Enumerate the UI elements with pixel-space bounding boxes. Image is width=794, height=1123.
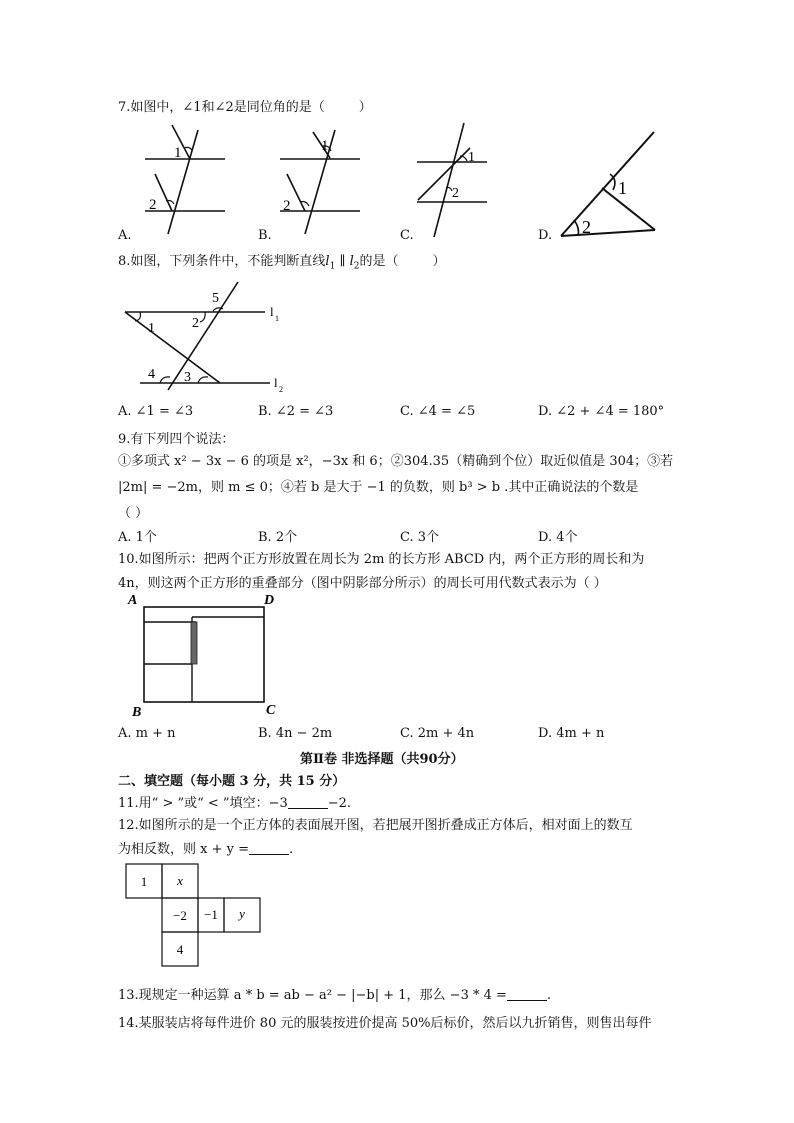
- svg-text:3: 3: [184, 370, 191, 385]
- svg-text:y: y: [239, 906, 245, 921]
- svg-text:5: 5: [212, 291, 219, 306]
- q11-text: 11.用“ > ”或“ < ”填空：−3 −2.: [118, 796, 352, 811]
- q13-text: 13.现规定一种运算 a * b = ab − a² − |−b| + 1，那么 −3 * 4 = .: [118, 988, 552, 1003]
- svg-text:4: 4: [148, 367, 155, 382]
- q11-answer-blank[interactable]: [288, 796, 328, 809]
- svg-text:D: D: [264, 593, 275, 608]
- q7-option-c[interactable]: C.: [400, 228, 414, 243]
- svg-text:B: B: [132, 705, 142, 720]
- q7-figure-a: [140, 122, 250, 232]
- q9-option-b[interactable]: B. 2个: [258, 530, 298, 545]
- q8-figure: [120, 280, 300, 400]
- q10-line1: 10.如图所示：把两个正方形放置在周长为 2m 的长方形 ABCD 内，两个正方形的周长和为: [118, 552, 645, 567]
- svg-text:2: 2: [582, 217, 591, 237]
- svg-text:1: 1: [275, 314, 279, 323]
- fill-in-title: 二、填空题（每小题 3 分，共 15 分）: [118, 774, 346, 789]
- q9-line1: ①多项式 x² − 3x − 6 的项是 x²，−3x 和 6；②304.35（精确到个位）取近似值是 304；③若: [118, 454, 674, 469]
- svg-text:1: 1: [321, 138, 329, 154]
- svg-text:1: 1: [174, 145, 182, 161]
- q10-line2: 4n，则这两个正方形的重叠部分（图中阴影部分所示）的周长可用代数式表示为（ ）: [118, 576, 607, 591]
- q7-option-b[interactable]: B.: [258, 228, 272, 243]
- q7-stem: 7.如图中，∠1和∠2是同位角的是（ ）: [118, 100, 372, 115]
- svg-text:1: 1: [140, 874, 148, 889]
- q12-answer-blank[interactable]: [249, 842, 289, 855]
- svg-text:−1: −1: [204, 907, 218, 922]
- svg-text:−2: −2: [173, 908, 187, 923]
- svg-text:l: l: [270, 304, 274, 319]
- svg-text:4: 4: [176, 942, 184, 957]
- svg-text:2: 2: [283, 198, 291, 214]
- svg-text:1: 1: [148, 321, 155, 336]
- q8-option-d[interactable]: D. ∠2 + ∠4 = 180°: [538, 404, 665, 419]
- q9-line2: |2m| = −2m，则 m ≤ 0；④若 b 是大于 −1 的负数，则 b³ > b .其中正确说法的个数是: [118, 480, 639, 495]
- q8-option-a[interactable]: A. ∠1 = ∠3: [118, 404, 194, 419]
- svg-text:A: A: [128, 593, 138, 608]
- q7-option-d[interactable]: D.: [538, 228, 553, 243]
- q9-line3: （ ）: [118, 506, 149, 521]
- q9-stem: 9.有下列四个说法：: [118, 432, 235, 447]
- svg-text:2: 2: [279, 385, 283, 394]
- q10-option-c[interactable]: C. 2m + 4n: [400, 726, 475, 741]
- svg-text:x: x: [177, 873, 183, 888]
- q12-line2: 为相反数，则 x + y = .: [118, 842, 294, 857]
- svg-text:2: 2: [192, 316, 199, 331]
- q14-text: 14.某服装店将每件进价 80 元的服装按进价提高 50%后标价，然后以九折销售，则售出每件: [118, 1016, 652, 1031]
- q9-option-a[interactable]: A. 1个: [118, 530, 157, 545]
- q12-line1: 12.如图所示的是一个正方体的表面展开图，若把展开图折叠成正方体后，相对面上的数互: [118, 818, 633, 833]
- svg-text:2: 2: [452, 186, 459, 201]
- svg-text:1: 1: [618, 178, 627, 198]
- q7-figure-b: [275, 122, 385, 232]
- svg-text:2: 2: [149, 197, 157, 213]
- svg-text:C: C: [266, 703, 276, 718]
- q9-option-d[interactable]: D. 4个: [538, 530, 578, 545]
- q8-option-b[interactable]: B. ∠2 = ∠3: [258, 404, 334, 419]
- q10-option-b[interactable]: B. 4n − 2m: [258, 726, 333, 741]
- q7-figure-c: [412, 120, 522, 240]
- part2-title: 第Ⅱ卷 非选择题（共90分）: [300, 752, 464, 767]
- q8-option-c[interactable]: C. ∠4 = ∠5: [400, 404, 476, 419]
- q9-option-c[interactable]: C. 3个: [400, 530, 440, 545]
- q10-figure: [124, 592, 294, 722]
- q13-answer-blank[interactable]: [507, 988, 547, 1001]
- q7-figure-d: [558, 128, 668, 240]
- q8-stem: 8.如图，下列条件中，不能判断直线$l_1$ ∥ $l_2$的是（ ）: [118, 254, 446, 272]
- q7-option-a[interactable]: A.: [118, 228, 132, 243]
- q10-option-a[interactable]: A. m + n: [118, 726, 176, 741]
- q12-cube-net: [124, 862, 274, 972]
- q10-option-d[interactable]: D. 4m + n: [538, 726, 605, 741]
- svg-text:1: 1: [468, 150, 475, 165]
- svg-text:l: l: [274, 375, 278, 390]
